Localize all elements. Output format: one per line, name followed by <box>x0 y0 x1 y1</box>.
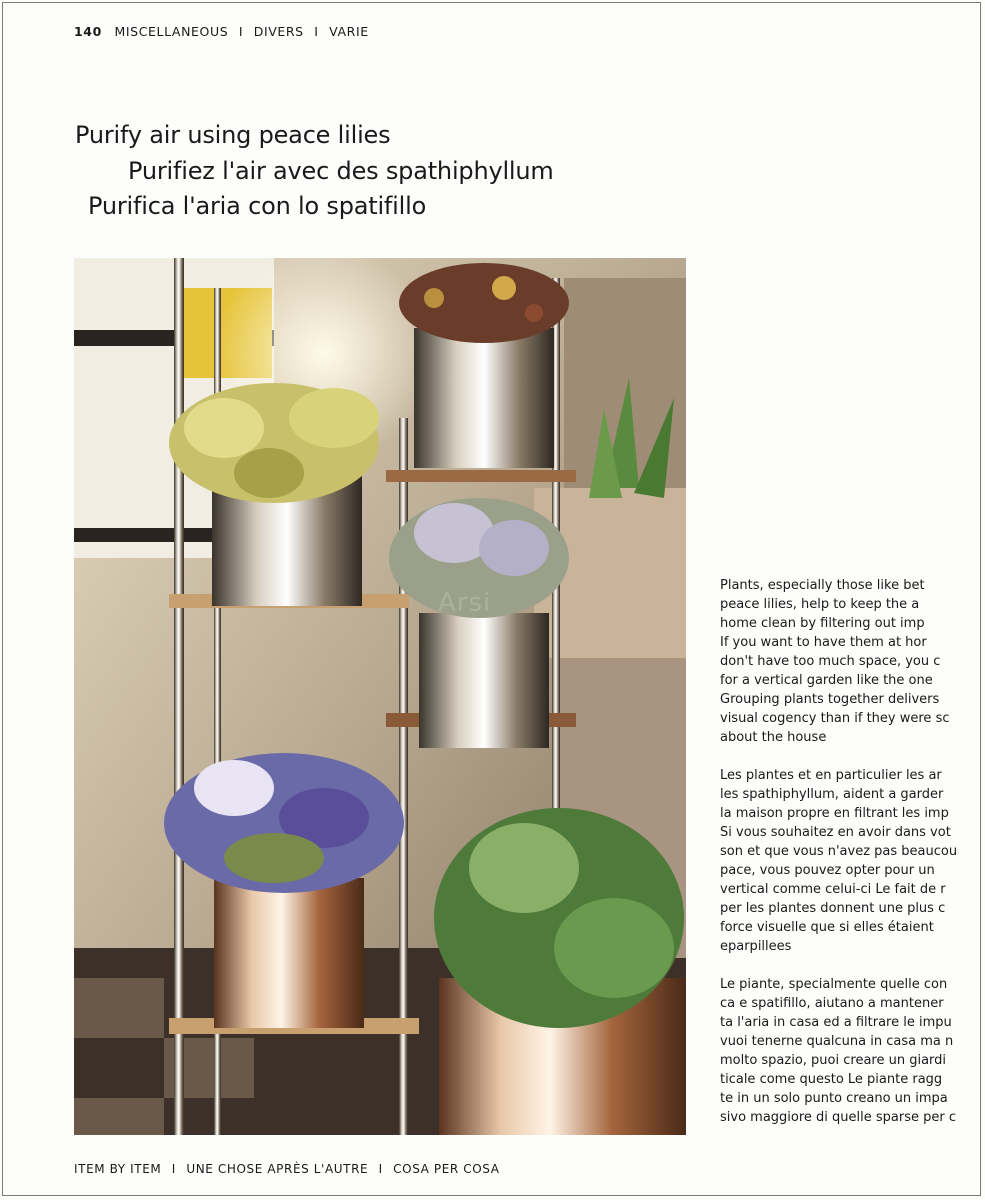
paragraph-italian <box>720 975 960 1127</box>
header-separator: I <box>238 24 244 39</box>
text-line: about the house <box>720 730 827 745</box>
text-line: ta l'aria in casa ed a filtrare le impu <box>720 1015 952 1030</box>
footer-item-fr: UNE CHOSE APRÈS L'AUTRE <box>186 1162 369 1176</box>
text-line: vertical comme celui-ci Le fait de r <box>720 882 946 897</box>
text-line: Plants, especially those like bet <box>720 578 925 593</box>
footer-item-it: COSA PER COSA <box>393 1162 500 1176</box>
text-line: for a vertical garden like the one <box>720 673 933 688</box>
header-separator: I <box>314 24 319 39</box>
title-italian: Purifica l'aria con lo spatifillo <box>88 192 427 220</box>
text-line: molto spazio, puoi creare un giardi <box>720 1053 947 1068</box>
text-line: son et que vous n'avez pas beaucou <box>720 844 958 859</box>
footer-item-en: ITEM BY ITEM <box>74 1162 162 1176</box>
text-line: ca e spatifillo, aiutano a mantener <box>720 996 944 1011</box>
page-number: 140 <box>74 24 102 39</box>
footer-separator: I <box>171 1162 176 1176</box>
text-line: Le piante, specialmente quelle con <box>720 977 948 992</box>
running-header <box>74 24 369 39</box>
text-line: eparpillees <box>720 939 792 954</box>
text-line: home clean by filtering out imp <box>720 616 925 631</box>
text-line: Grouping plants together delivers <box>720 692 940 707</box>
text-line: visual cogency than if they were sc <box>720 711 950 726</box>
text-line: If you want to have them at hor <box>720 635 927 650</box>
text-line: la maison propre en filtrant les imp <box>720 806 949 821</box>
running-footer <box>74 1162 500 1176</box>
text-line: ticale come questo Le piante ragg <box>720 1072 943 1087</box>
title-french: Purifiez l'air avec des spathiphyllum <box>128 157 554 185</box>
text-line: Si vous souhaitez en avoir dans vot <box>720 825 951 840</box>
footer-separator: I <box>378 1162 383 1176</box>
paragraph-english <box>720 576 960 747</box>
text-line: pace, vous pouvez opter pour un <box>720 863 935 878</box>
text-line: don't have too much space, you c <box>720 654 941 669</box>
text-line: les spathiphyllum, aident a garder <box>720 787 944 802</box>
header-section-en: MISCELLANEOUS <box>114 24 229 39</box>
body-text-column <box>720 576 960 1146</box>
text-line: per les plantes donnent une plus c <box>720 901 946 916</box>
image-watermark: Arsi <box>438 588 492 618</box>
text-line: Les plantes et en particulier les ar <box>720 768 942 783</box>
text-line: te in un solo punto creano un impa <box>720 1091 948 1106</box>
header-section-it: VARIE <box>329 24 369 39</box>
title-english: Purify air using peace lilies <box>75 121 391 149</box>
plant-stand-photo <box>74 258 686 1135</box>
text-line: sivo maggiore di quelle sparse per c <box>720 1110 957 1125</box>
text-line: vuoi tenerne qualcuna in casa ma n <box>720 1034 954 1049</box>
paragraph-french <box>720 766 960 956</box>
header-section-fr: DIVERS <box>253 24 304 39</box>
text-line: peace lilies, help to keep the a <box>720 597 920 612</box>
text-line: force visuelle que si elles étaient <box>720 920 934 935</box>
